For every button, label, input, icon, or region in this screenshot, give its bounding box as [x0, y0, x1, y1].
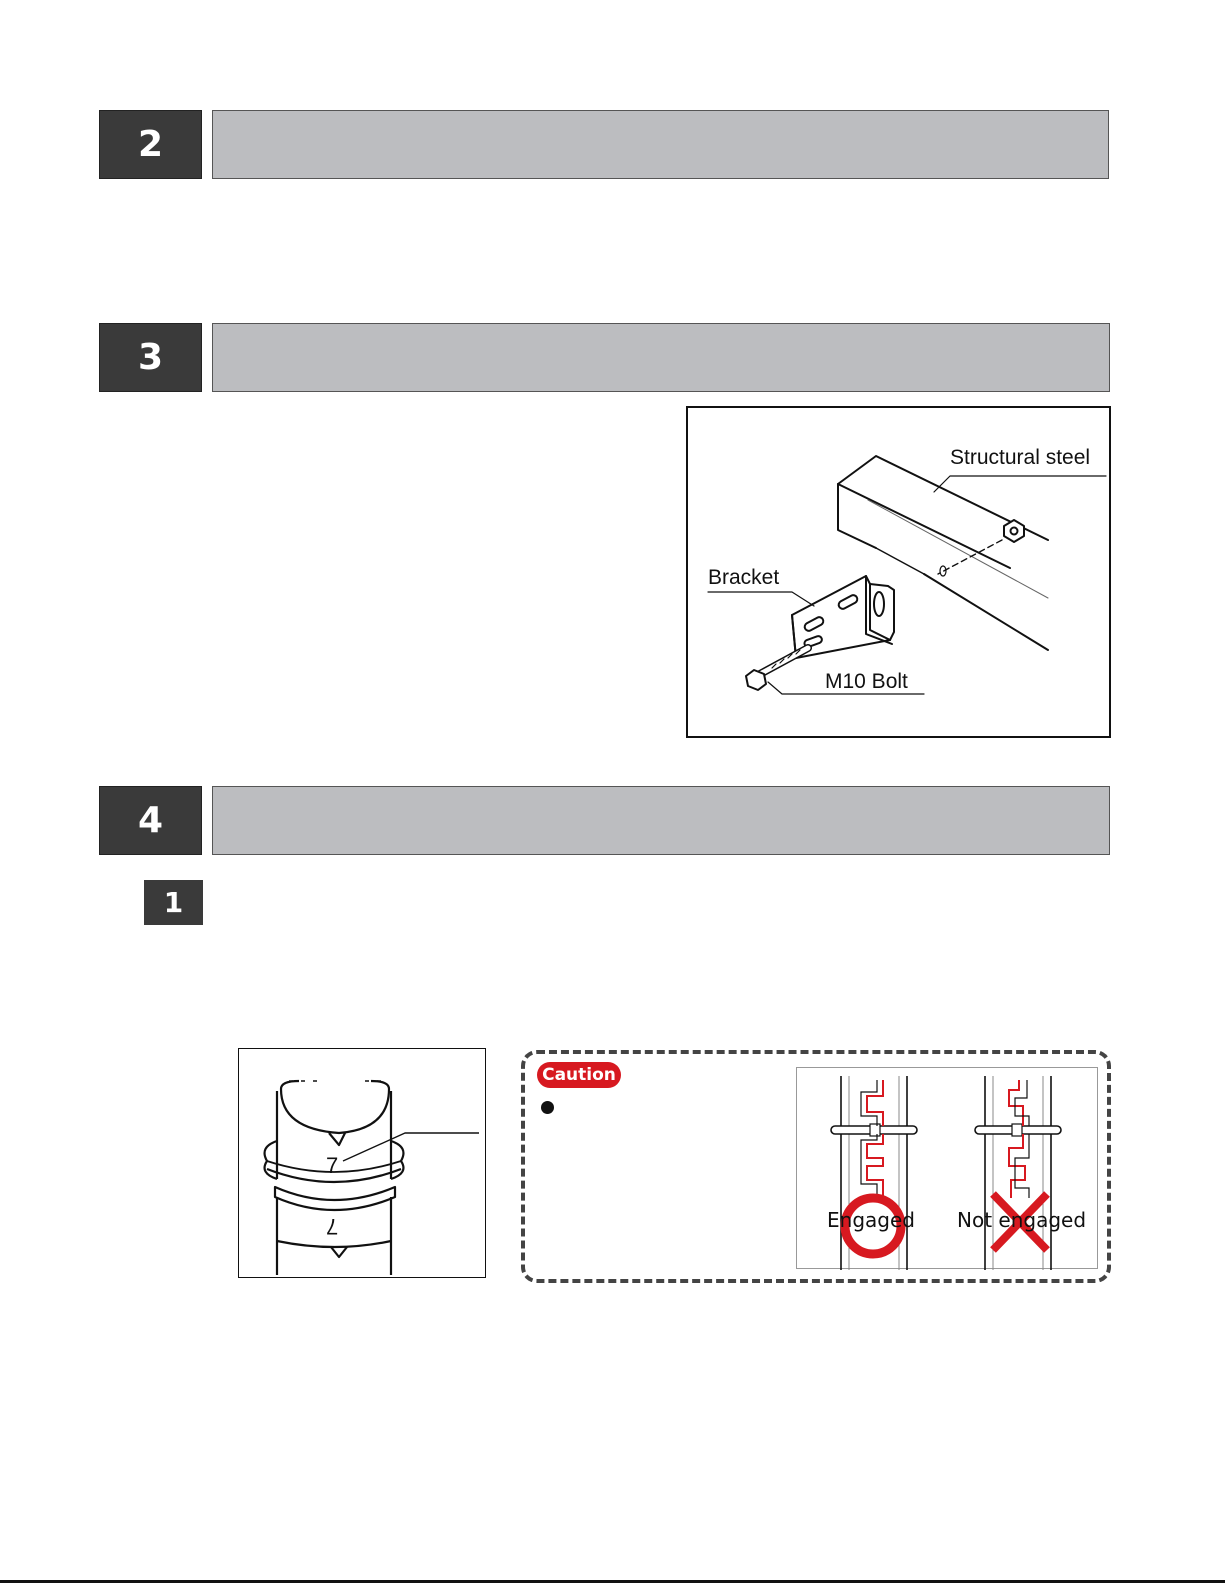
step-2-number: 2 [99, 110, 202, 179]
pipe-marker-figure [238, 1048, 486, 1278]
step-2-header-bar [212, 110, 1109, 179]
page-bottom-rule [0, 1580, 1225, 1583]
not-engaged-label: Not engaged [957, 1208, 1087, 1232]
engagement-comparison-panel [796, 1067, 1098, 1269]
pipe-marker-illustration [239, 1049, 487, 1279]
bracket-label: Bracket [708, 566, 780, 589]
upper-marker-number: 7 [326, 1153, 339, 1178]
engagement-illustration [797, 1068, 1099, 1270]
caution-badge: Caution [537, 1062, 621, 1088]
step-3-header-bar [212, 323, 1110, 392]
engaged-label: Engaged [827, 1208, 915, 1232]
caution-bullet [541, 1101, 554, 1114]
lower-marker-number: 7 [326, 1214, 339, 1239]
step-4-number: 4 [99, 786, 202, 855]
substep-1-number: 1 [144, 880, 203, 925]
step-4-header-bar [212, 786, 1110, 855]
m10-bolt-label: M10 Bolt [825, 670, 908, 693]
bracket-mounting-figure [686, 406, 1111, 738]
structural-steel-label: Structural steel [950, 446, 1091, 469]
step-3-number: 3 [99, 323, 202, 392]
